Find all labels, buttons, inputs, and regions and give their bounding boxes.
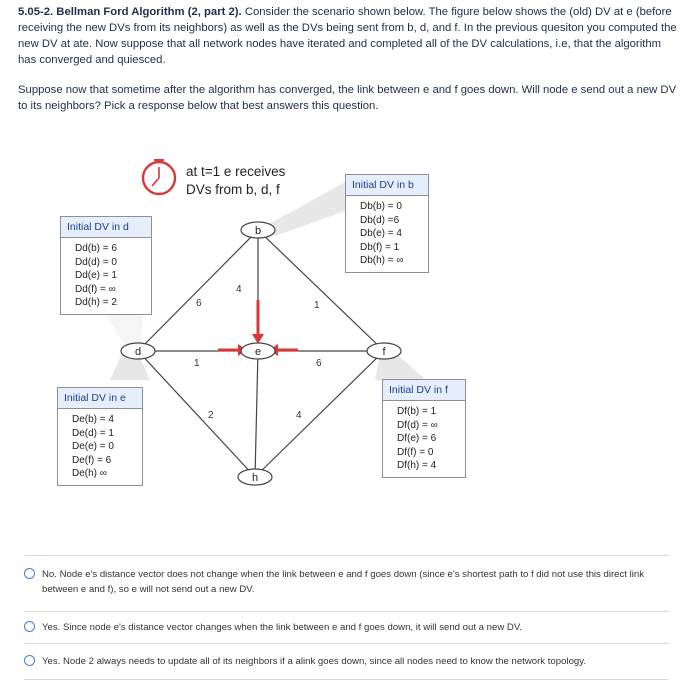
answer-option-1-text: No. Node e's distance vector does not change when the link between e and f goes down (since e's shortest path to f did not use this direct link between e and f), so e will not send out a new DV. (42, 569, 645, 595)
dv-row: Db(e) = 4 (360, 228, 402, 239)
link-d-h (138, 351, 255, 477)
radio-icon[interactable] (24, 568, 35, 579)
network-diagram (0, 150, 685, 550)
dv-row: De(b) = 4 (72, 414, 114, 425)
link-e-h (255, 351, 258, 477)
node-h (238, 469, 272, 485)
divider (24, 611, 668, 612)
dv-row: De(f) = 6 (72, 454, 112, 466)
dv-row: Dd(h) = 2 (75, 297, 117, 308)
dv-box-f (382, 379, 466, 478)
node-e (241, 343, 275, 359)
dv-box-e (57, 387, 143, 486)
weight-e-f: 6 (316, 358, 322, 369)
node-b (241, 222, 275, 238)
weight-d-h: 2 (208, 410, 214, 421)
dv-row: Df(d) = ∞ (397, 419, 438, 431)
node-d (121, 343, 155, 359)
answer-option-2[interactable] (24, 620, 664, 635)
node-f (367, 343, 401, 359)
weight-e-h: 4 (296, 410, 302, 421)
question-prompt: Suppose now that sometime after the algorithm has converged, the link between e and f goes down. Will node e send out a new DV to its neighbors? Pick a response below that best answers this question. (18, 84, 677, 112)
answer-option-2-text: Yes. Since node e's distance vector changes when the link between e and f goes down, it will send out a new DV. (42, 622, 523, 633)
dv-row: Db(f) = 1 (360, 241, 400, 253)
question-title: 5.05-2. Bellman Ford Algorithm (2, part 2). (18, 6, 242, 18)
node-d-label: d (134, 346, 142, 358)
dv-row: Db(h) = ∞ (360, 255, 404, 266)
dv-row: De(h) ∞ (72, 468, 107, 479)
dv-row: De(d) = 1 (72, 427, 114, 439)
dv-row: Df(h) = 4 (397, 460, 437, 471)
dv-row: Db(d) =6 (360, 214, 400, 226)
dv-row: Db(b) = 0 (360, 201, 402, 212)
dv-box-f-header: Initial DV in f (383, 380, 465, 401)
node-f-label: f (382, 346, 386, 358)
radio-icon[interactable] (24, 655, 35, 666)
weight-b-f: 1 (314, 300, 320, 311)
divider (24, 643, 668, 644)
dv-row: De(e) = 0 (72, 441, 114, 452)
node-e-label: e (254, 346, 262, 358)
dv-box-e-header: Initial DV in e (58, 388, 142, 409)
radio-icon[interactable] (24, 621, 35, 632)
divider (24, 555, 668, 556)
dv-row: Dd(b) = 6 (75, 243, 117, 254)
weight-d-e: 1 (194, 358, 200, 369)
answer-option-3-text: Yes. Node 2 always needs to update all of its neighbors if a alink goes down, since all nodes need to know the network topology. (42, 656, 586, 667)
dv-box-d (60, 216, 152, 315)
dv-box-b-header: Initial DV in b (346, 175, 428, 196)
node-h-label: h (251, 472, 259, 484)
dv-row: Df(e) = 6 (397, 433, 437, 444)
timer-line1: at t=1 e receives (186, 164, 286, 179)
question-body: Consider the scenario shown below. The figure below shows the (old) DV at e (before receiving the new DVs from its neighbors) as well as the DVs being sent from b, d, and f. In the previous quesiton you computed the new DV at ate. Now suppose that all network nodes have iterated and completed all of the DV calculations, i.e, that the algorithm has converged and quiesced. (18, 6, 677, 66)
answer-option-1[interactable] (24, 567, 664, 597)
dv-row: Df(f) = 0 (397, 446, 434, 458)
dv-box-d-header: Initial DV in d (61, 217, 151, 238)
timer-line2: DVs from b, d, f (186, 182, 280, 197)
question-text (18, 4, 678, 128)
network-graph (0, 150, 685, 550)
link-f-h (255, 351, 384, 477)
dv-row: Dd(e) = 1 (75, 270, 117, 281)
divider (24, 679, 668, 680)
dv-row: Dd(d) = 0 (75, 256, 117, 268)
clock-icon (143, 160, 175, 194)
weight-d-b: 6 (196, 298, 202, 309)
answer-option-3[interactable] (24, 654, 664, 669)
node-b-label: b (254, 225, 262, 237)
dv-box-b (345, 174, 429, 273)
weight-b-e: 4 (236, 284, 242, 295)
dv-row: Dd(f) = ∞ (75, 283, 116, 295)
dv-row: Df(b) = 1 (397, 406, 437, 417)
